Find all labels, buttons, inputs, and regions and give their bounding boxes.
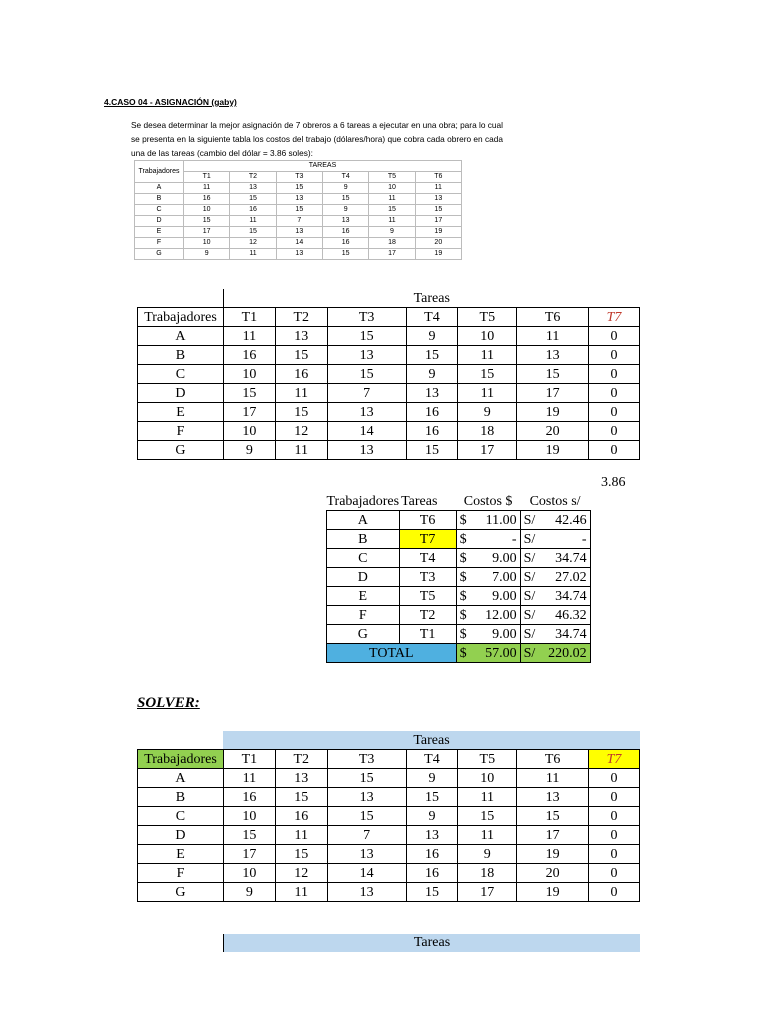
cost-cell: 14 — [327, 422, 406, 441]
cost-cell: 20 — [517, 864, 589, 883]
cost-table — [137, 289, 640, 460]
row-label: G — [138, 883, 224, 902]
pen-cost: 34.74 — [555, 626, 587, 642]
snapshot-col-T2: T2 — [230, 172, 276, 183]
snapshot-cell: 15 — [415, 205, 461, 216]
snapshot-cell: 11 — [230, 216, 276, 227]
cost-cell: 15 — [275, 346, 327, 365]
snapshot-row — [135, 227, 462, 238]
usd-cost: 9.00 — [492, 550, 517, 566]
cost-cell: 0 — [589, 441, 640, 460]
cost-cell: 0 — [589, 864, 640, 883]
cost-cell: 0 — [589, 826, 640, 845]
table2-col-T3: T3 — [327, 750, 406, 769]
snapshot-cell: 15 — [276, 183, 322, 194]
assignment-task: T2 — [399, 606, 456, 625]
assignment-task: T4 — [399, 549, 456, 568]
total-usd: 57.00 — [485, 645, 517, 661]
snapshot-col-T3: T3 — [276, 172, 322, 183]
table1-col-T7: T7 — [589, 308, 640, 327]
assignment-row — [327, 568, 591, 587]
row-label: C — [138, 807, 224, 826]
assignment-task: T5 — [399, 587, 456, 606]
snapshot-cell: 13 — [322, 216, 368, 227]
table1-col-T5: T5 — [458, 308, 517, 327]
table-row — [138, 346, 640, 365]
cost-cell: 18 — [458, 422, 517, 441]
table2-col-T2: T2 — [275, 750, 327, 769]
cost-cell: 18 — [458, 864, 517, 883]
cost-cell: 13 — [327, 441, 406, 460]
cost-cell: 17 — [458, 441, 517, 460]
snapshot-cell: 13 — [415, 194, 461, 205]
cost-cell: 17 — [223, 845, 275, 864]
table-row — [138, 826, 640, 845]
assignment-task: T7 — [399, 530, 456, 549]
cost-cell: 16 — [406, 864, 458, 883]
table-row — [138, 769, 640, 788]
cost-cell: 15 — [327, 365, 406, 384]
cost-table-row-header: Trabajadores — [138, 308, 224, 327]
cost-cell: 16 — [406, 422, 458, 441]
snapshot-cell: 15 — [184, 216, 230, 227]
snapshot-row — [135, 249, 462, 260]
cost-cell: 9 — [458, 403, 517, 422]
cost-cell: 0 — [589, 384, 640, 403]
cost-cell: 9 — [406, 365, 458, 384]
cost-cell: 13 — [406, 826, 458, 845]
cost-cell: 15 — [458, 365, 517, 384]
solver-table-group-header: Tareas — [223, 731, 639, 750]
solver-heading: SOLVER: — [137, 695, 200, 711]
cost-cell: 15 — [458, 807, 517, 826]
table1-col-T1: T1 — [223, 308, 275, 327]
cost-cell: 17 — [517, 826, 589, 845]
cost-cell: 12 — [275, 422, 327, 441]
assignment-header-usd: Costos $ — [463, 493, 513, 509]
snapshot-cell: 19 — [415, 249, 461, 260]
cost-cell: 9 — [406, 327, 458, 346]
cost-cell: 15 — [275, 845, 327, 864]
snapshot-row-header: Trabajadores — [135, 161, 184, 183]
cost-cell: 13 — [327, 845, 406, 864]
snapshot-row — [135, 216, 462, 227]
cost-cell: 15 — [275, 788, 327, 807]
cost-cell: 11 — [458, 788, 517, 807]
assignment-worker: G — [327, 625, 400, 644]
usd-symbol: $ — [459, 531, 467, 547]
snapshot-row — [135, 205, 462, 216]
bottom-group-header: Tareas — [223, 934, 640, 952]
assignment-task: T1 — [399, 625, 456, 644]
table-row — [138, 327, 640, 346]
snapshot-cell: 13 — [276, 249, 322, 260]
row-label: D — [138, 826, 224, 845]
snapshot-col-T6: T6 — [415, 172, 461, 183]
assignment-row — [327, 587, 591, 606]
usd-symbol: $ — [459, 588, 467, 604]
cost-cell: 15 — [406, 346, 458, 365]
assignment-row — [327, 511, 591, 530]
cost-cell: 16 — [275, 365, 327, 384]
exchange-rate: 3.86 — [601, 475, 626, 490]
cost-cell: 19 — [517, 845, 589, 864]
pen-symbol: S/ — [523, 569, 536, 585]
cost-cell: 0 — [589, 422, 640, 441]
table-row — [138, 845, 640, 864]
cost-cell: 16 — [223, 346, 275, 365]
cost-cell: 11 — [275, 441, 327, 460]
cost-cell: 9 — [458, 845, 517, 864]
snapshot-cell: 15 — [230, 194, 276, 205]
assignment-worker: C — [327, 549, 400, 568]
snapshot-cell: 13 — [276, 194, 322, 205]
snapshot-row-label: A — [135, 183, 184, 194]
cost-cell: 11 — [275, 883, 327, 902]
assignment-header-pen: Costos s/ — [529, 493, 581, 509]
snapshot-paragraph: Se desea determinar la mejor asignación de 7 obreros a 6 tareas a ejecutar en una obra; para lo cual se presenta en la siguiente tabla los costos del trabajo (dólares/hora) que cobra cada obrero en cada una de las tareas (cambio del dólar = 3.86 soles): — [131, 120, 503, 158]
cost-cell: 0 — [589, 845, 640, 864]
cost-cell: 7 — [327, 826, 406, 845]
cost-cell: 13 — [275, 327, 327, 346]
cost-cell: 13 — [517, 788, 589, 807]
snapshot-cell: 16 — [184, 194, 230, 205]
assignment-table — [326, 492, 591, 663]
cost-cell: 13 — [327, 883, 406, 902]
cost-cell: 16 — [223, 788, 275, 807]
cost-cell: 0 — [589, 346, 640, 365]
pen-cost: 46.32 — [555, 607, 587, 623]
cost-cell: 15 — [223, 384, 275, 403]
row-label: A — [138, 327, 224, 346]
cost-cell: 11 — [458, 826, 517, 845]
snapshot-row-label: B — [135, 194, 184, 205]
table-row — [138, 807, 640, 826]
assignment-row — [327, 606, 591, 625]
snapshot-cell: 11 — [184, 183, 230, 194]
snapshot-cell: 11 — [230, 249, 276, 260]
assignment-row — [327, 625, 591, 644]
table2-col-T5: T5 — [458, 750, 517, 769]
pen-symbol: S/ — [523, 550, 536, 566]
cost-cell: 0 — [589, 327, 640, 346]
snapshot-row-label: E — [135, 227, 184, 238]
cost-cell: 13 — [327, 788, 406, 807]
cost-cell: 9 — [406, 769, 458, 788]
cost-cell: 11 — [458, 346, 517, 365]
pen-cost: 34.74 — [555, 550, 587, 566]
cost-cell: 15 — [406, 883, 458, 902]
assignment-worker: B — [327, 530, 400, 549]
cost-cell: 12 — [275, 864, 327, 883]
usd-symbol: $ — [459, 626, 467, 642]
cost-cell: 15 — [275, 403, 327, 422]
table1-col-T3: T3 — [327, 308, 406, 327]
cost-cell: 10 — [223, 365, 275, 384]
pen-symbol: S/ — [523, 607, 536, 623]
snapshot-cell: 16 — [322, 227, 368, 238]
snapshot-cell: 13 — [230, 183, 276, 194]
snapshot-row-label: G — [135, 249, 184, 260]
table2-col-T4: T4 — [406, 750, 458, 769]
snapshot-cell: 15 — [369, 205, 415, 216]
cost-cell: 9 — [223, 441, 275, 460]
cost-cell: 16 — [406, 403, 458, 422]
cost-cell: 13 — [406, 384, 458, 403]
cost-cell: 0 — [589, 403, 640, 422]
table2-col-T6: T6 — [517, 750, 589, 769]
cost-cell: 19 — [517, 441, 589, 460]
cost-cell: 10 — [458, 327, 517, 346]
snapshot-cell: 7 — [276, 216, 322, 227]
cost-cell: 0 — [589, 807, 640, 826]
usd-symbol: $ — [459, 550, 467, 566]
snapshot-row-label: C — [135, 205, 184, 216]
assignment-row — [327, 549, 591, 568]
snapshot-cell: 19 — [415, 227, 461, 238]
cost-cell: 13 — [275, 769, 327, 788]
table1-col-T4: T4 — [406, 308, 458, 327]
cost-cell: 14 — [327, 864, 406, 883]
cost-cell: 15 — [327, 807, 406, 826]
cost-cell: 19 — [517, 403, 589, 422]
assignment-worker: A — [327, 511, 400, 530]
cost-cell: 11 — [517, 327, 589, 346]
cost-cell: 15 — [327, 327, 406, 346]
snapshot-cell: 10 — [369, 183, 415, 194]
cost-cell: 0 — [589, 365, 640, 384]
snapshot-cell: 11 — [369, 194, 415, 205]
snapshot-col-T4: T4 — [322, 172, 368, 183]
row-label: B — [138, 788, 224, 807]
cost-cell: 0 — [589, 788, 640, 807]
table1-col-T2: T2 — [275, 308, 327, 327]
pen-cost: 27.02 — [555, 569, 587, 585]
cost-cell: 15 — [223, 826, 275, 845]
snapshot-cell: 11 — [415, 183, 461, 194]
snapshot-cell: 10 — [184, 238, 230, 249]
snapshot-cell: 18 — [369, 238, 415, 249]
pen-cost: - — [581, 531, 587, 547]
cost-cell: 10 — [223, 422, 275, 441]
table2-col-T7: T7 — [589, 750, 640, 769]
usd-cost: 9.00 — [492, 588, 517, 604]
cost-cell: 20 — [517, 422, 589, 441]
cost-cell: 0 — [589, 883, 640, 902]
snapshot-row-label: F — [135, 238, 184, 249]
usd-cost: 9.00 — [492, 626, 517, 642]
cost-cell: 11 — [223, 769, 275, 788]
usd-symbol: $ — [459, 569, 467, 585]
snapshot-group-header: TAREAS — [184, 161, 462, 172]
table2-col-T1: T1 — [223, 750, 275, 769]
row-label: E — [138, 403, 224, 422]
row-label: A — [138, 769, 224, 788]
assignment-worker: D — [327, 568, 400, 587]
total-usd-symbol: $ — [459, 645, 467, 661]
cost-cell: 10 — [223, 807, 275, 826]
snapshot-cell: 13 — [276, 227, 322, 238]
snapshot-cell: 10 — [184, 205, 230, 216]
pen-cost: 34.74 — [555, 588, 587, 604]
snapshot-cell: 9 — [184, 249, 230, 260]
usd-cost: 11.00 — [485, 512, 517, 528]
cost-cell: 11 — [223, 327, 275, 346]
table-row — [138, 788, 640, 807]
cost-cell: 17 — [458, 883, 517, 902]
snapshot-cell: 9 — [322, 183, 368, 194]
usd-cost: - — [511, 531, 517, 547]
cost-cell: 15 — [327, 769, 406, 788]
table-row — [138, 384, 640, 403]
cost-cell: 0 — [589, 769, 640, 788]
cost-cell: 10 — [458, 769, 517, 788]
total-label: TOTAL — [327, 644, 457, 663]
cost-cell: 16 — [406, 845, 458, 864]
row-label: D — [138, 384, 224, 403]
cost-table-group-header: Tareas — [223, 289, 639, 308]
snapshot-row — [135, 238, 462, 249]
usd-cost: 12.00 — [485, 607, 517, 623]
table-row — [138, 403, 640, 422]
row-label: B — [138, 346, 224, 365]
pen-cost: 42.46 — [555, 512, 587, 528]
snapshot-row — [135, 183, 462, 194]
snapshot-cell: 17 — [369, 249, 415, 260]
snapshot-cell: 15 — [322, 194, 368, 205]
table-row — [138, 422, 640, 441]
cost-cell: 13 — [517, 346, 589, 365]
usd-symbol: $ — [459, 512, 467, 528]
row-label: E — [138, 845, 224, 864]
snapshot-cell: 15 — [276, 205, 322, 216]
cost-cell: 15 — [517, 807, 589, 826]
cost-cell: 11 — [275, 384, 327, 403]
cost-cell: 13 — [327, 346, 406, 365]
snapshot-cell: 15 — [230, 227, 276, 238]
table-row — [138, 864, 640, 883]
solver-table — [137, 731, 640, 902]
snapshot-cell: 9 — [322, 205, 368, 216]
cost-cell: 9 — [223, 883, 275, 902]
assignment-header-tasks: Tareas — [401, 493, 438, 509]
snapshot-cell: 17 — [184, 227, 230, 238]
snapshot-cell: 16 — [322, 238, 368, 249]
cost-cell: 15 — [517, 365, 589, 384]
total-pen-symbol: S/ — [523, 645, 536, 661]
assignment-worker: F — [327, 606, 400, 625]
total-pen: 220.02 — [548, 645, 587, 661]
assignment-task: T3 — [399, 568, 456, 587]
snapshot-cell: 20 — [415, 238, 461, 249]
cost-cell: 11 — [517, 769, 589, 788]
cost-cell: 7 — [327, 384, 406, 403]
cost-cell: 10 — [223, 864, 275, 883]
snapshot-col-T5: T5 — [369, 172, 415, 183]
snapshot-cell: 9 — [369, 227, 415, 238]
snapshot-row — [135, 194, 462, 205]
row-label: G — [138, 441, 224, 460]
snapshot-cell: 12 — [230, 238, 276, 249]
snapshot-cell: 17 — [415, 216, 461, 227]
table-row — [138, 883, 640, 902]
assignment-task: T6 — [399, 511, 456, 530]
assignment-row — [327, 530, 591, 549]
cost-cell: 19 — [517, 883, 589, 902]
cost-cell: 11 — [458, 384, 517, 403]
table-row — [138, 441, 640, 460]
solver-table-row-header: Trabajadores — [138, 750, 224, 769]
usd-cost: 7.00 — [492, 569, 517, 585]
cost-cell: 16 — [275, 807, 327, 826]
table-row — [138, 365, 640, 384]
usd-symbol: $ — [459, 607, 467, 623]
snapshot-cell: 11 — [369, 216, 415, 227]
snapshot-cell: 15 — [322, 249, 368, 260]
assignment-worker: E — [327, 587, 400, 606]
pen-symbol: S/ — [523, 531, 536, 547]
row-label: F — [138, 422, 224, 441]
assignment-header-workers: Trabajadores — [326, 493, 400, 509]
pen-symbol: S/ — [523, 588, 536, 604]
pen-symbol: S/ — [523, 626, 536, 642]
snapshot-table — [134, 160, 462, 260]
snapshot-cell: 14 — [276, 238, 322, 249]
row-label: F — [138, 864, 224, 883]
snapshot-row-label: D — [135, 216, 184, 227]
cost-cell: 11 — [275, 826, 327, 845]
table1-col-T6: T6 — [517, 308, 589, 327]
cost-cell: 15 — [406, 441, 458, 460]
row-label: C — [138, 365, 224, 384]
cost-cell: 15 — [406, 788, 458, 807]
cost-cell: 9 — [406, 807, 458, 826]
snapshot-cell: 16 — [230, 205, 276, 216]
cost-cell: 17 — [223, 403, 275, 422]
pen-symbol: S/ — [523, 512, 536, 528]
cost-cell: 13 — [327, 403, 406, 422]
snapshot-title: 4.CASO 04 - ASIGNACIÓN (gaby) — [104, 97, 237, 107]
snapshot-col-T1: T1 — [184, 172, 230, 183]
cost-cell: 17 — [517, 384, 589, 403]
